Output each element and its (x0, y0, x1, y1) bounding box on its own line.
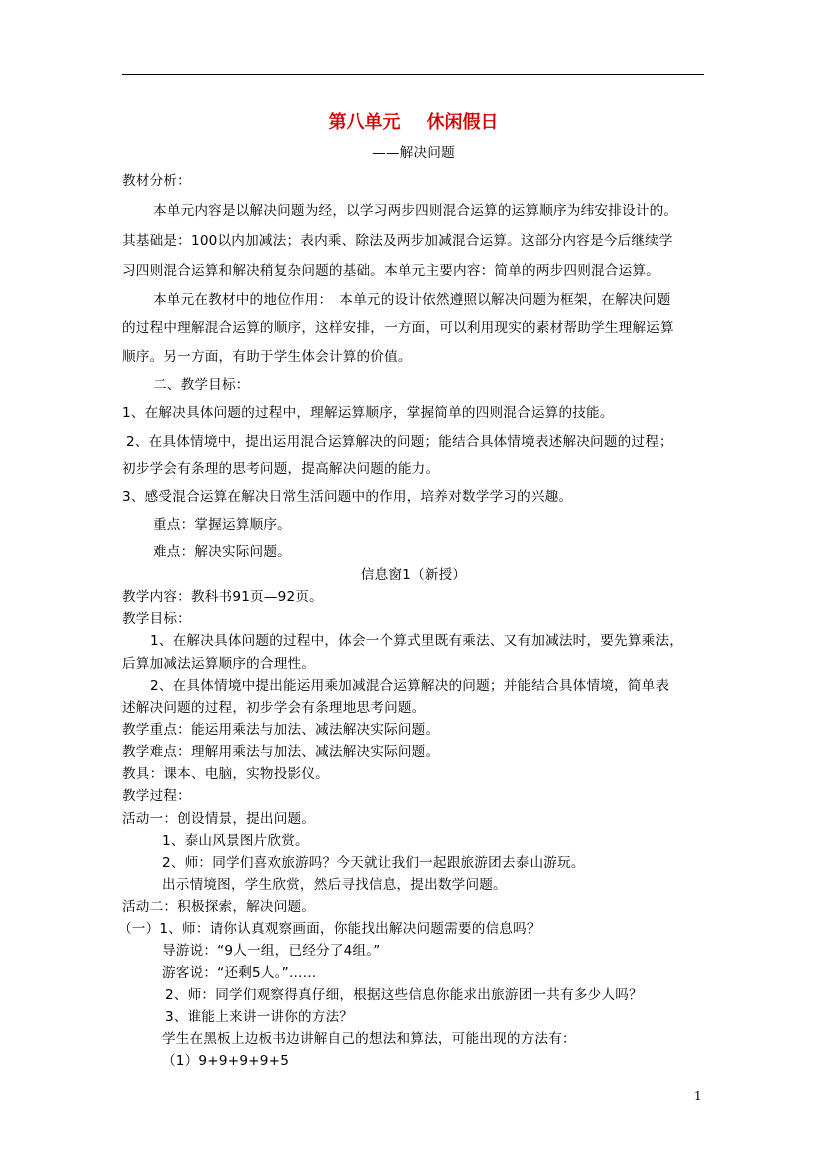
title-name: 休闲假日 (426, 112, 499, 133)
text-line: 1、泰山风景图片欣赏。 (162, 833, 309, 849)
text-line: 初步学会有条理的思考问题，提高解决问题的能力。 (122, 461, 440, 477)
text-line: 3、谁能上来讲一讲你的方法？ (165, 1009, 354, 1025)
text-line: 1、在解决具体问题的过程中，体会一个算式里既有乘法、又有加减法时，要先算乘法， (150, 633, 684, 649)
header-rule (122, 74, 704, 75)
text-line: 本单元内容是以解决问题为经，以学习两步四则混合运算的运算顺序为纬安排设计的。 (153, 203, 678, 219)
text-line: 其基础是：100以内加减法；表内乘、除法及两步加减混合运算。这部分内容是今后继续学 (122, 233, 673, 249)
text-line: 习四则混合运算和解决稍复杂问题的基础。本单元主要内容：简单的两步四则混合运算。 (122, 263, 660, 279)
text-line: 1、在解决具体问题的过程中，理解运算顺序，掌握简单的四则混合运算的技能。 (122, 405, 614, 421)
text-line: 的过程中理解混合运算的顺序，这样安排，一方面，可以利用现实的素材帮助学生理解运算 (122, 320, 674, 336)
text-line: 出示情境图，学生欣赏，然后寻找信息，提出数学问题。 (162, 877, 507, 893)
text-line: 教学重点：能运用乘法与加法、减法解决实际问题。 (122, 722, 440, 738)
text-line: 教学难点：理解用乘法与加法、减法解决实际问题。 (122, 744, 440, 760)
text-line: 教具：课本、电脑，实物投影仪。 (122, 766, 329, 782)
text-line: 2、在具体情境中，提出运用混合运算解决的问题；能结合具体情境表述解决问题的过程； (126, 434, 673, 450)
text-line: 后算加减法运算顺序的合理性。 (122, 656, 316, 672)
text-line: 2、师：同学们喜欢旅游吗？今天就让我们一起跟旅游团去泰山游玩。 (162, 855, 585, 871)
text-line: （1）9+9+9+9+5 (162, 1053, 290, 1069)
text-line: 教材分析： (122, 173, 191, 189)
text-line: 3、感受混合运算在解决日常生活问题中的作用，培养对数学学习的兴趣。 (122, 489, 573, 505)
text-line: 教学目标： (122, 611, 191, 627)
text-line: 本单元在教材中的地位作用： 本单元的设计依然遵照以解决问题为框架，在解决问题 (153, 292, 671, 308)
section-heading: 二、教学目标： (153, 377, 250, 393)
text-line: 游客说：“还剩5人。”…… (162, 965, 317, 981)
title-unit: 第八单元 (328, 112, 401, 133)
text-line: 导游说：“9人一组，已经分了4组。” (162, 943, 381, 959)
text-line: （一）1、师：请你认真观察画面，你能找出解决问题需要的信息吗？ (118, 921, 541, 937)
text-line: 述解决问题的过程，初步学会有条理地思考问题。 (122, 700, 426, 716)
text-line: 2、师：同学们观察得真仔细，根据这些信息你能求出旅游团一共有多少人吗？ (165, 987, 643, 1003)
text-line: 活动一：创设情景，提出问题。 (122, 811, 316, 827)
text-line: 教学内容：教科书91页—92页。 (122, 589, 323, 605)
text-line: 活动二：积极探索，解决问题。 (122, 899, 316, 915)
text-line: 难点：解决实际问题。 (153, 544, 291, 560)
text-line: 顺序。另一方面，有助于学生体会计算的价值。 (122, 349, 412, 365)
section-heading: 信息窗1（新授） (360, 567, 467, 583)
page-title (0, 112, 827, 134)
subtitle: ——解决问题 (372, 145, 455, 161)
text-line: 学生在黑板上边板书边讲解自己的想法和算法，可能出现的方法有： (162, 1031, 576, 1047)
text-line: 重点：掌握运算顺序。 (153, 517, 291, 533)
page-number: 1 (694, 1089, 702, 1103)
text-line: 教学过程： (122, 788, 191, 804)
text-line: 2、在具体情境中提出能运用乘加减混合运算解决的问题；并能结合具体情境，简单表 (150, 678, 670, 694)
